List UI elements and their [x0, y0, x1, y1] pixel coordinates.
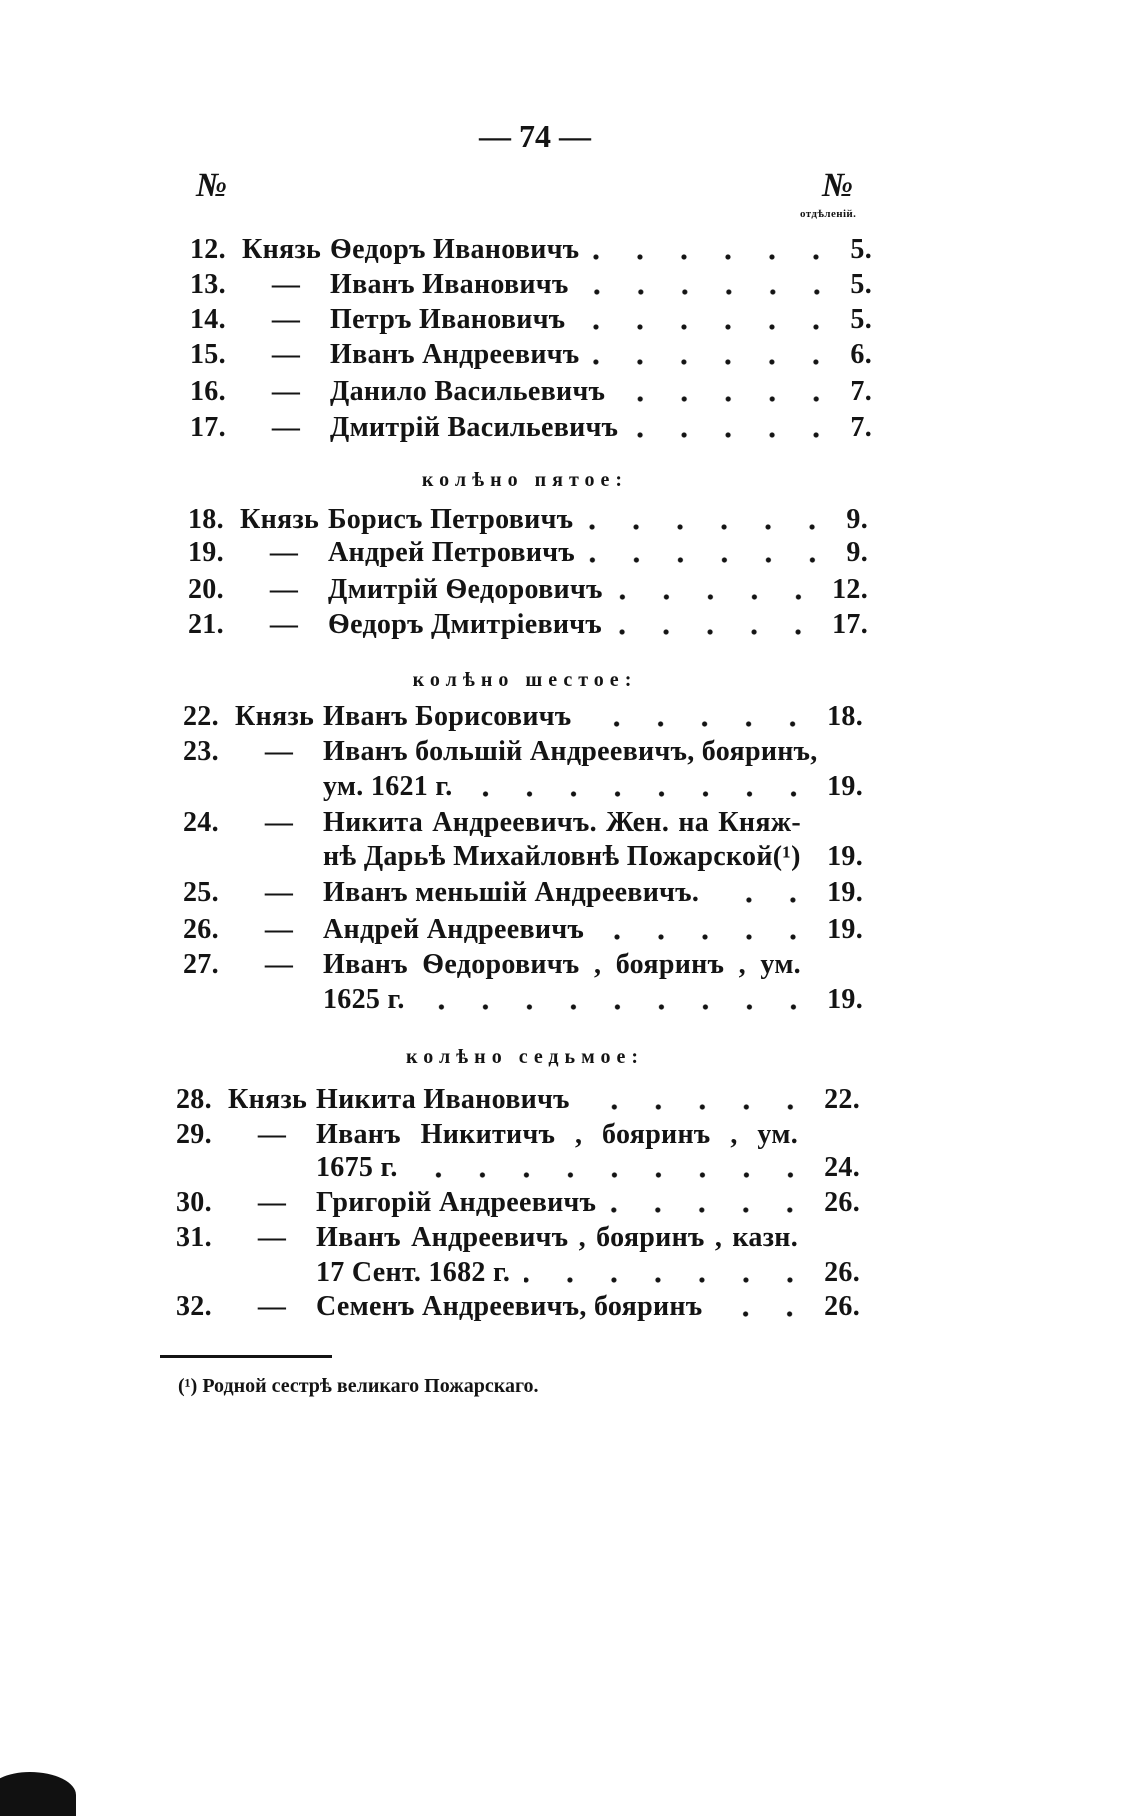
entry-row — [188, 607, 868, 643]
section-column-symbol: № — [822, 167, 854, 204]
entry-number: 14. — [190, 304, 226, 335]
entry-number: 12. — [190, 234, 226, 265]
entry-page: 26. — [824, 1257, 860, 1288]
entry-name: Данило Васильевичъ — [330, 376, 606, 407]
entry-name: Иванъ Андреевичъ , бояринъ , казн. — [316, 1222, 798, 1253]
entry-name: Дмитрій Васильевичъ — [330, 412, 619, 443]
entry-number: 20. — [188, 574, 224, 605]
entry-name: Ѳедоръ Ивановичъ — [330, 234, 580, 265]
entry-number: 29. — [176, 1119, 212, 1150]
entry-number: 18. — [188, 504, 224, 535]
entry-name: Иванъ Борисовичъ — [323, 701, 572, 732]
dot-leader — [616, 607, 822, 643]
entry-name: Никита Ивановичъ — [316, 1084, 570, 1115]
entry-number: 28. — [176, 1084, 212, 1115]
dot-leader — [610, 1185, 814, 1221]
entry-row — [190, 337, 872, 373]
entry-row-continuation — [183, 769, 863, 805]
entry-prefix: — — [271, 339, 301, 370]
entry-page: 26. — [824, 1187, 860, 1218]
entry-name: Семенъ Андреевичъ, бояринъ — [316, 1291, 703, 1322]
entry-name-continuation: 17 Сент. 1682 г. — [316, 1257, 511, 1288]
entry-name: Иванъ меньшій Андреевичъ. — [323, 877, 700, 908]
entry-row — [190, 302, 872, 338]
entry-prefix: Князь — [235, 701, 315, 732]
dot-leader — [815, 839, 817, 875]
entry-prefix: — — [271, 376, 301, 407]
page-number: — 74 — — [479, 118, 591, 154]
entry-prefix: — — [269, 609, 299, 640]
entry-row — [190, 232, 872, 268]
entry-row — [176, 1185, 860, 1221]
dot-leader — [598, 912, 817, 948]
entry-name: Иванъ большій Андреевичъ, бояринъ, — [323, 736, 818, 767]
entry-name: Петръ Ивановичъ — [330, 304, 566, 335]
entry-prefix: — — [271, 304, 301, 335]
entry-row-continuation — [183, 982, 863, 1018]
dot-leader — [589, 535, 836, 571]
entry-prefix: — — [257, 1119, 287, 1150]
entry-row — [183, 699, 863, 735]
entry-number: 24. — [183, 807, 219, 838]
entry-row — [183, 805, 863, 841]
entry-page: 24. — [824, 1152, 860, 1183]
entry-row — [188, 535, 868, 571]
entry-page: 19. — [827, 877, 863, 908]
entry-name-continuation: 1675 г. — [316, 1152, 398, 1183]
section-column-caption: отдѣленій. — [800, 208, 857, 220]
footnote-rule — [160, 1355, 332, 1358]
entry-name: Борисъ Петровичъ — [328, 504, 574, 535]
entry-prefix: — — [264, 807, 294, 838]
entry-prefix: — — [264, 949, 294, 980]
entry-row — [183, 912, 863, 948]
entry-number: 26. — [183, 914, 219, 945]
entry-row — [183, 875, 863, 911]
entry-page: 22. — [824, 1084, 860, 1115]
entry-page: 7. — [850, 412, 872, 443]
entry-prefix: Князь — [242, 234, 322, 265]
entry-page: 5. — [850, 234, 872, 265]
entry-name: Андрей Петровичъ — [328, 537, 575, 568]
entry-page: 6. — [850, 339, 872, 370]
dot-leader — [583, 267, 841, 303]
entry-name: Ѳедоръ Дмитріевичъ — [328, 609, 603, 640]
entry-number: 21. — [188, 609, 224, 640]
entry-number: 30. — [176, 1187, 212, 1218]
entry-name-continuation: ум. 1621 г. — [323, 771, 453, 802]
dot-leader — [617, 572, 822, 608]
number-column-symbol: № — [196, 167, 228, 204]
entry-row — [183, 947, 863, 983]
dot-leader — [632, 410, 840, 446]
entry-row — [176, 1082, 860, 1118]
entry-name: Григорій Андреевичъ — [316, 1187, 597, 1218]
dot-leader — [524, 1255, 814, 1291]
footnote: (¹) Родной сестрѣ великаго Пожарскаго. — [178, 1375, 539, 1397]
entry-prefix: — — [264, 914, 294, 945]
entry-page: 5. — [850, 269, 872, 300]
entry-prefix: Князь — [228, 1084, 308, 1115]
entry-page: 19. — [827, 771, 863, 802]
dot-leader — [619, 374, 840, 410]
entry-page: 9. — [846, 504, 868, 535]
dot-leader — [467, 769, 818, 805]
entry-prefix: — — [269, 537, 299, 568]
entry-prefix: — — [257, 1222, 287, 1253]
entry-name: Иванъ Ивановичъ — [330, 269, 569, 300]
entry-number: 13. — [190, 269, 226, 300]
entry-name: Иванъ Никитичъ , бояринъ , ум. — [316, 1119, 798, 1150]
entry-prefix: — — [264, 877, 294, 908]
entry-number: 25. — [183, 877, 219, 908]
entry-row — [176, 1117, 860, 1153]
entry-page: 19. — [827, 841, 863, 872]
entry-number: 15. — [190, 339, 226, 370]
section-heading: колѣно шестое: — [412, 669, 638, 691]
dot-leader — [584, 1082, 814, 1118]
entry-number: 19. — [188, 537, 224, 568]
entry-number: 22. — [183, 701, 219, 732]
entry-number: 23. — [183, 736, 219, 767]
entry-name: Иванъ Андреевичъ — [330, 339, 580, 370]
entry-number: 32. — [176, 1291, 212, 1322]
entry-prefix: Князь — [240, 504, 320, 535]
dot-leader — [593, 232, 840, 268]
entry-row-continuation — [176, 1255, 860, 1291]
entry-page: 17. — [832, 609, 868, 640]
entry-page: 19. — [827, 984, 863, 1015]
entry-prefix: — — [271, 269, 301, 300]
entry-page: 12. — [832, 574, 868, 605]
entry-row — [188, 572, 868, 608]
entry-number: 31. — [176, 1222, 212, 1253]
entry-number: 27. — [183, 949, 219, 980]
dot-leader — [419, 982, 817, 1018]
dot-leader — [585, 699, 817, 735]
section-heading: колѣно пятое: — [421, 469, 629, 491]
entry-number: 16. — [190, 376, 226, 407]
entry-name-continuation: 1625 г. — [323, 984, 405, 1015]
entry-page: 18. — [827, 701, 863, 732]
entry-name-continuation: нѣ Дарьѣ Михайловнѣ Пожарской(¹) — [323, 841, 801, 872]
entry-prefix: — — [271, 412, 301, 443]
entry-name: Дмитрій Ѳедоровичъ — [328, 574, 603, 605]
dot-leader — [587, 502, 836, 538]
dot-leader — [412, 1150, 814, 1186]
entry-name: Иванъ Ѳедоровичъ , бояринъ , ум. — [323, 949, 801, 980]
entry-page: 7. — [850, 376, 872, 407]
dot-leader — [579, 302, 840, 338]
entry-row — [176, 1220, 860, 1256]
dot-leader — [713, 875, 817, 911]
entry-row — [183, 734, 863, 770]
entry-page: 9. — [846, 537, 868, 568]
entry-row — [190, 267, 872, 303]
entry-prefix: — — [269, 574, 299, 605]
entry-prefix: — — [257, 1291, 287, 1322]
entry-row — [190, 410, 872, 446]
entry-prefix: — — [257, 1187, 287, 1218]
dot-leader — [716, 1289, 814, 1325]
entry-row-continuation — [176, 1150, 860, 1186]
entry-page: 5. — [850, 304, 872, 335]
section-heading: колѣно седьмое: — [405, 1046, 645, 1068]
entry-name: Андрей Андреевичъ — [323, 914, 585, 945]
entry-row — [188, 502, 868, 538]
entry-name: Никита Андреевичъ. Жен. на Княж- — [323, 807, 801, 838]
entry-page: 19. — [827, 914, 863, 945]
entry-prefix: — — [264, 736, 294, 767]
entry-row — [190, 374, 872, 410]
entry-row — [176, 1289, 860, 1325]
entry-row-continuation — [183, 839, 863, 875]
scan-artifact — [0, 1772, 76, 1816]
entry-page: 26. — [824, 1291, 860, 1322]
entry-number: 17. — [190, 412, 226, 443]
dot-leader — [593, 337, 840, 373]
